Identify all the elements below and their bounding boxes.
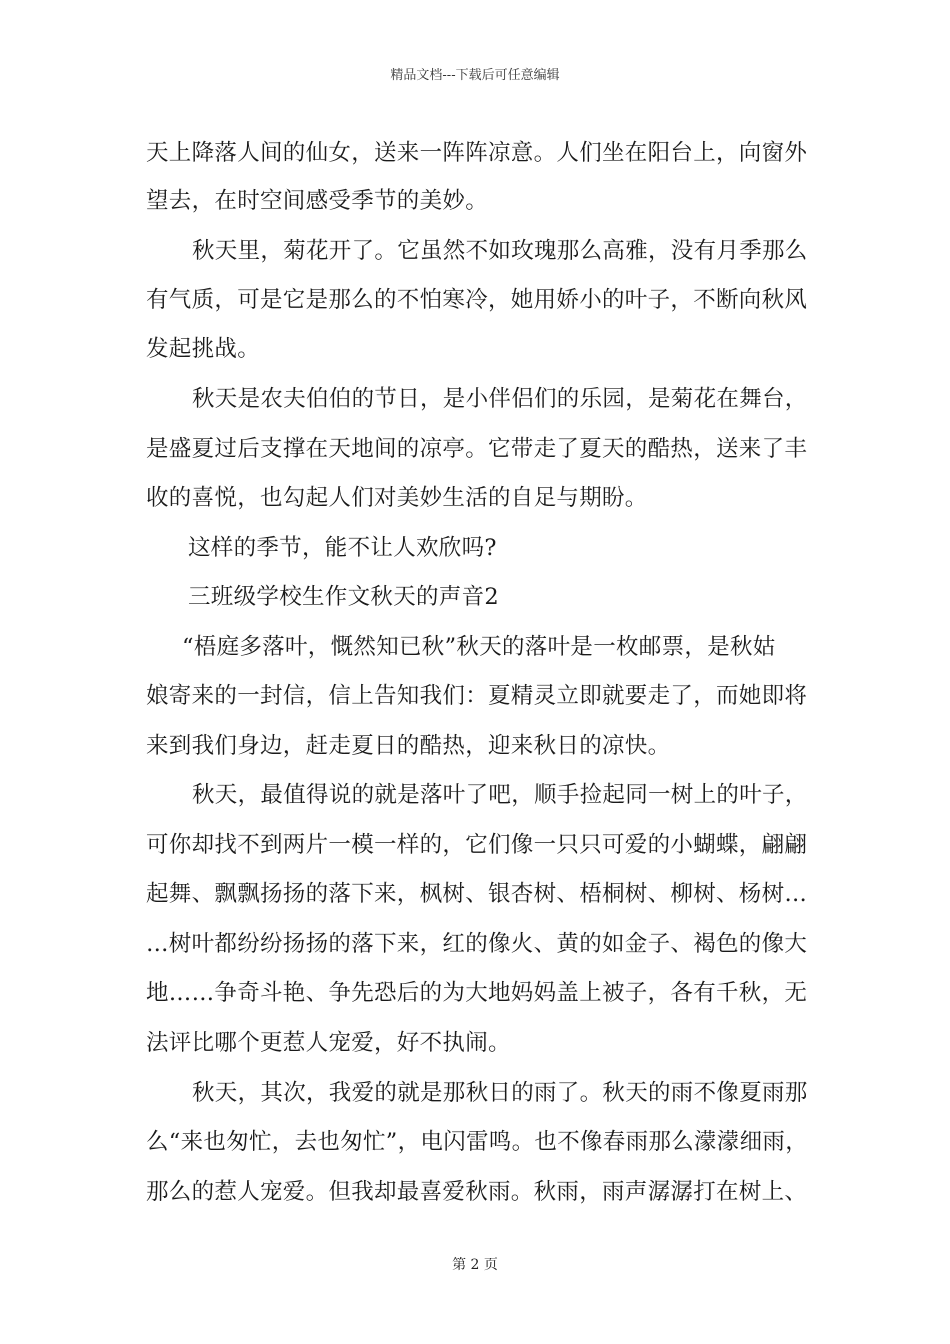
text-line: 秋天里，菊花开了。它虽然不如玫瑰那么高雅，没有月季那么 (192, 238, 808, 264)
text-line: “梧庭多落叶，慨然知已秋”秋天的落叶是一枚邮票，是秋姑 (182, 634, 776, 660)
text-line: 法评比哪个更惹人宠爱，好不执闹。 (146, 1030, 511, 1056)
text-line: …树叶都纷纷扬扬的落下来，红的像火、黄的如金子、褐色的像大 (146, 931, 808, 957)
text-line: 发起挑战。 (146, 336, 261, 362)
text-line: 那么的惹人宠爱。但我却最喜爱秋雨。秋雨，雨声潺潺打在树上、 (146, 1179, 808, 1205)
text-line: 秋天是农夫伯伯的节日，是小伴侣们的乐园，是菊花在舞台， (192, 386, 808, 412)
page-header: 精品文档---下载后可任意编辑 (390, 68, 560, 83)
text-line: 是盛夏过后支撑在天地间的凉亭。它带走了夏天的酷热，送来了丰 (146, 436, 808, 462)
text-line: 这样的季节，能不让人欢欣吗? (188, 535, 497, 561)
text-line: 有气质，可是它是那么的不怕寒冷，她用娇小的叶子，不断向秋风 (146, 287, 808, 313)
text-line: 三班级学校生作文秋天的声音2 (188, 584, 500, 610)
text-line: 地……争奇斗艳、争先恐后的为大地妈妈盖上被子，各有千秋，无 (146, 980, 808, 1006)
text-line: 娘寄来的一封信，信上告知我们：夏精灵立即就要走了，而她即将 (146, 683, 808, 709)
text-line: 秋天，其次，我爱的就是那秋日的雨了。秋天的雨不像夏雨那 (192, 1080, 808, 1106)
text-line: 望去，在时空间感受季节的美妙。 (146, 188, 489, 214)
text-line: 收的喜悦，也勾起人们对美妙生活的自足与期盼。 (146, 485, 648, 511)
text-line: 天上降落人间的仙女，送来一阵阵凉意。人们坐在阳台上，向窗外 (146, 140, 808, 166)
text-line: 来到我们身边，赶走夏日的酷热，迎来秋日的凉快。 (146, 733, 671, 759)
text-line: 么“来也匆忙，去也匆忙”，电闪雷鸣。也不像春雨那么濛濛细雨， (146, 1129, 809, 1155)
text-line: 起舞、飘飘扬扬的落下来，枫树、银杏树、梧桐树、柳树、杨树… (146, 881, 808, 907)
text-line: 秋天，最值得说的就是落叶了吧，顺手捡起同一树上的叶子， (192, 782, 808, 808)
page-number: 第 2 页 (452, 1257, 498, 1273)
text-line: 可你却找不到两片一模一样的，它们像一只只可爱的小蝴蝶，翩翩 (146, 832, 808, 858)
